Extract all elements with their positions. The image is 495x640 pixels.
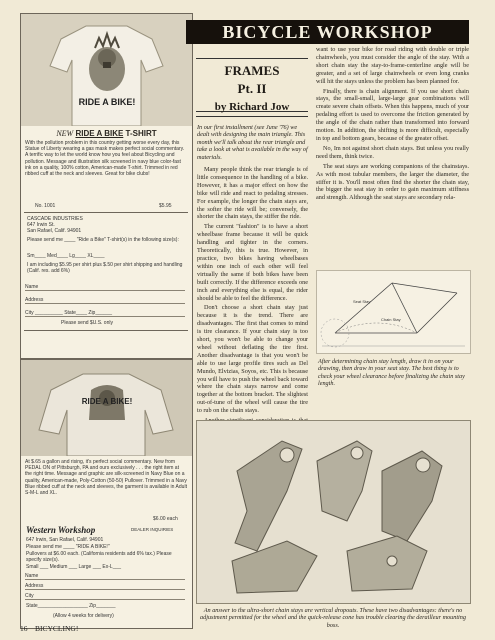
ad2-price: $6.00 each	[153, 516, 178, 522]
paragraph: The seat stays are working companions of the chainstays. As with most tubular members, the larger the diameter, the stiffer it is. You'll most often find the shorter the chain stay, the bigger the seat stay in order to gain maximum stiffness and strength. Although the seat stays are secondary rela-	[316, 162, 469, 202]
vertical-dropouts-illustration	[197, 421, 470, 603]
seat-stay-label: Seat Stay	[353, 299, 371, 304]
ad2-pullovers: Pullovers at $6.00 each. (California residents add 6% tax.) Please specify size(s).	[26, 551, 172, 564]
ad2-address: 647 Irwin, San Rafael, Calif. 94901	[26, 537, 104, 543]
ad2-please-send: Please send me ____ "RIDE A BIKE!"	[26, 544, 110, 550]
ad2-logo: Western Workshop	[26, 525, 96, 535]
dropouts-photo	[196, 420, 471, 604]
ad1-title-end: T-SHIRT	[125, 129, 157, 138]
dropouts-caption: An answer to the ultra-short chain stays are vertical dropouts. These have two disadvantages: there's no adjustment permitted for the wheel and the quick-release cone has trouble clearing the derailleur mounting boss.	[200, 607, 466, 629]
ad1-title	[21, 129, 192, 138]
ad1-city-field[interactable]: City __________ State____ Zip______	[25, 310, 185, 317]
magazine-name: BICYCLING!	[35, 624, 79, 633]
tshirt-photo	[21, 14, 192, 126]
paragraph: Don't choose a short chain stay just because it is the trend. There are disadvantages. The first that comes to mind is tire clearance. If your chain stay is too short, you won't be able to change your wheel without deflating the tire first. Another disadvantage is that you won't be able to use large profile tires such as Del Mundo, Elvizias, Soyos, etc. This is because you will have to push the wheel back toward where the chain stays narrow and come together at the bottom bracket. The slightest out-of-tune of the wheel will cause the tire to rub on the chain stays.	[197, 304, 308, 415]
ad2-delivery-note: (Allow 4 weeks for delivery)	[53, 613, 114, 619]
ad1-enclosing: I am including $5.95 per shirt plus $.50 per shirt shipping and handling (Calif. res. add 6%)	[27, 262, 183, 275]
page-footer	[20, 624, 78, 633]
ad1-name-field[interactable]: Name	[25, 284, 185, 291]
article-byline: by Richard Jow	[214, 101, 290, 113]
pullover-slogan: RIDE A BIKE!	[81, 397, 133, 406]
ad1-description: With the pollution problem in this country getting worse every day, this Statue of Liberty wearing a gas mask makes perfect social commentary. A terrific way to let the world know how you feel about Bicycling and pollution. Message and illustration silk screened in navy blue color-fast ink on a quality, 100% cotton, American-made T-shirt. Trimmed in red ribbed cuff at the neck and sleeves. Great for bike clubs!	[25, 140, 185, 178]
ad2-state-zip[interactable]: State__________________ Zip_______	[26, 603, 116, 609]
paragraph: Many people think the rear triangle is of little consequence in the handling of a bike. However, it has a major effect on how the bike will ride and react to pedaling stresses. For example, the longer the chain stays are, the softer the ride will be; conversely, the shorter the chain stays, the stiffer the ride.	[197, 166, 308, 221]
ad1-street: 647 Irwin St.	[27, 222, 55, 228]
ad2-name-field[interactable]: Name	[25, 573, 185, 580]
article-title-line2: Pt. II	[237, 81, 267, 96]
ad1-us-only-note: Please send $U.S. only	[61, 320, 113, 326]
tshirt-slogan: RIDE A BIKE!	[78, 97, 136, 107]
ad2-description: At $.65 a gallon and rising, it's perfect social commentary. New from PEDAL ON of Pittsburgh, PA and ours exclusively . . . the right item at the right time. Message and graphic are silk-screened in Navy Blue on a quality, American-made, Poly-Cotton (50-50) Pullover. Trimmed in a Navy Blue ribbed cuff at the neck and sleeves, the garment is available in Adult S-M-L and XL.	[25, 459, 187, 497]
article-column-2	[316, 46, 469, 266]
section-header: BICYCLE WORKSHOP	[186, 20, 469, 44]
ad1-coupon-rule	[24, 212, 188, 213]
pullover-illustration	[21, 360, 192, 456]
ad1-please-send: Please send me ____ "Ride a Bike" T-shirt(s) in the following size(s):	[27, 237, 179, 243]
frame-diagram	[316, 270, 471, 354]
ad1-company: CASCADE INDUSTRIES	[27, 216, 83, 222]
ad2-city-field[interactable]: City	[25, 593, 185, 600]
paragraph: No, Im not against short chain stays. But unless you really need them, think twice.	[316, 144, 469, 160]
ad-ride-a-bike-pullover	[20, 359, 193, 629]
paragraph: want to use your bike for road riding with double or triple chainwheels, you must consider the angle of the stay. With a short chain stay the stay-to-frame-centerline angle will be greater, and a set of large chainwheels or even long cranks will hit the stays unless the problem has been planned for.	[316, 46, 469, 85]
ad1-sizes[interactable]: Sm____ Med____ Lg____ XL____	[27, 253, 105, 259]
frame-geometry-drawing	[317, 271, 470, 353]
article-intro: In our first installment (see June '76) we dealt with designing the main triangle. This month we'll talk about the rear triangle and take a look at what is available in the way of materials.	[197, 124, 308, 161]
ad2-sizes[interactable]: Small ___ Medium ___ Large ___ Ex-L___	[26, 564, 122, 570]
paragraph: The current "fashion" is to have a short wheelbase frame because it will be quick handling and tighter in the corners. Theoretically, this is true. However, in practice, two bikes having wheelbases within one inch of each other will feel virtually the same if both bikes have been built correctly. If the difference exceeds one inch and everything else is equal, the rider should be able to feel the difference.	[197, 223, 308, 302]
chain-stay-label: Chain Stay	[381, 317, 401, 322]
paragraph: Finally, there is chain alignment. If you use short chain stays, the small-small, large-large gear combinations will create severe chain offsets. When this happens, much of your pedaling effort is used to overcome the friction generated by the angle of the chain rather than transformed into forward motion. In addition, the shifting is more difficult, especially in top and bottom gears, because of the greater offset.	[316, 87, 469, 142]
ad1-title-main: RIDE A BIKE	[75, 129, 124, 138]
ad-ride-a-bike-tshirt	[20, 13, 193, 359]
ad1-city: San Rafael, Calif. 94901	[27, 228, 82, 234]
byline-rule	[196, 116, 308, 117]
ad1-address-field[interactable]: Address	[25, 297, 185, 304]
ad1-item-number: No. 1001	[35, 203, 56, 209]
tshirt-illustration	[21, 14, 192, 126]
diagram-caption: After determining chain stay length, draw it in on your drawing, then draw in your seat stay. The best thing is to check your wheel clearance before finalizing the chain stay length.	[318, 358, 465, 388]
page-number: 16	[20, 624, 28, 633]
ad2-address-field[interactable]: Address	[25, 583, 185, 590]
ad1-bottom-rule	[24, 330, 188, 331]
ad1-price: $5.95	[159, 203, 172, 209]
article-title-line1: FRAMES	[224, 63, 280, 78]
ad2-dealer-inquiries: DEALER INQUIRIES	[131, 527, 174, 532]
pullover-photo	[21, 360, 192, 456]
ad1-title-new: NEW	[56, 129, 74, 138]
